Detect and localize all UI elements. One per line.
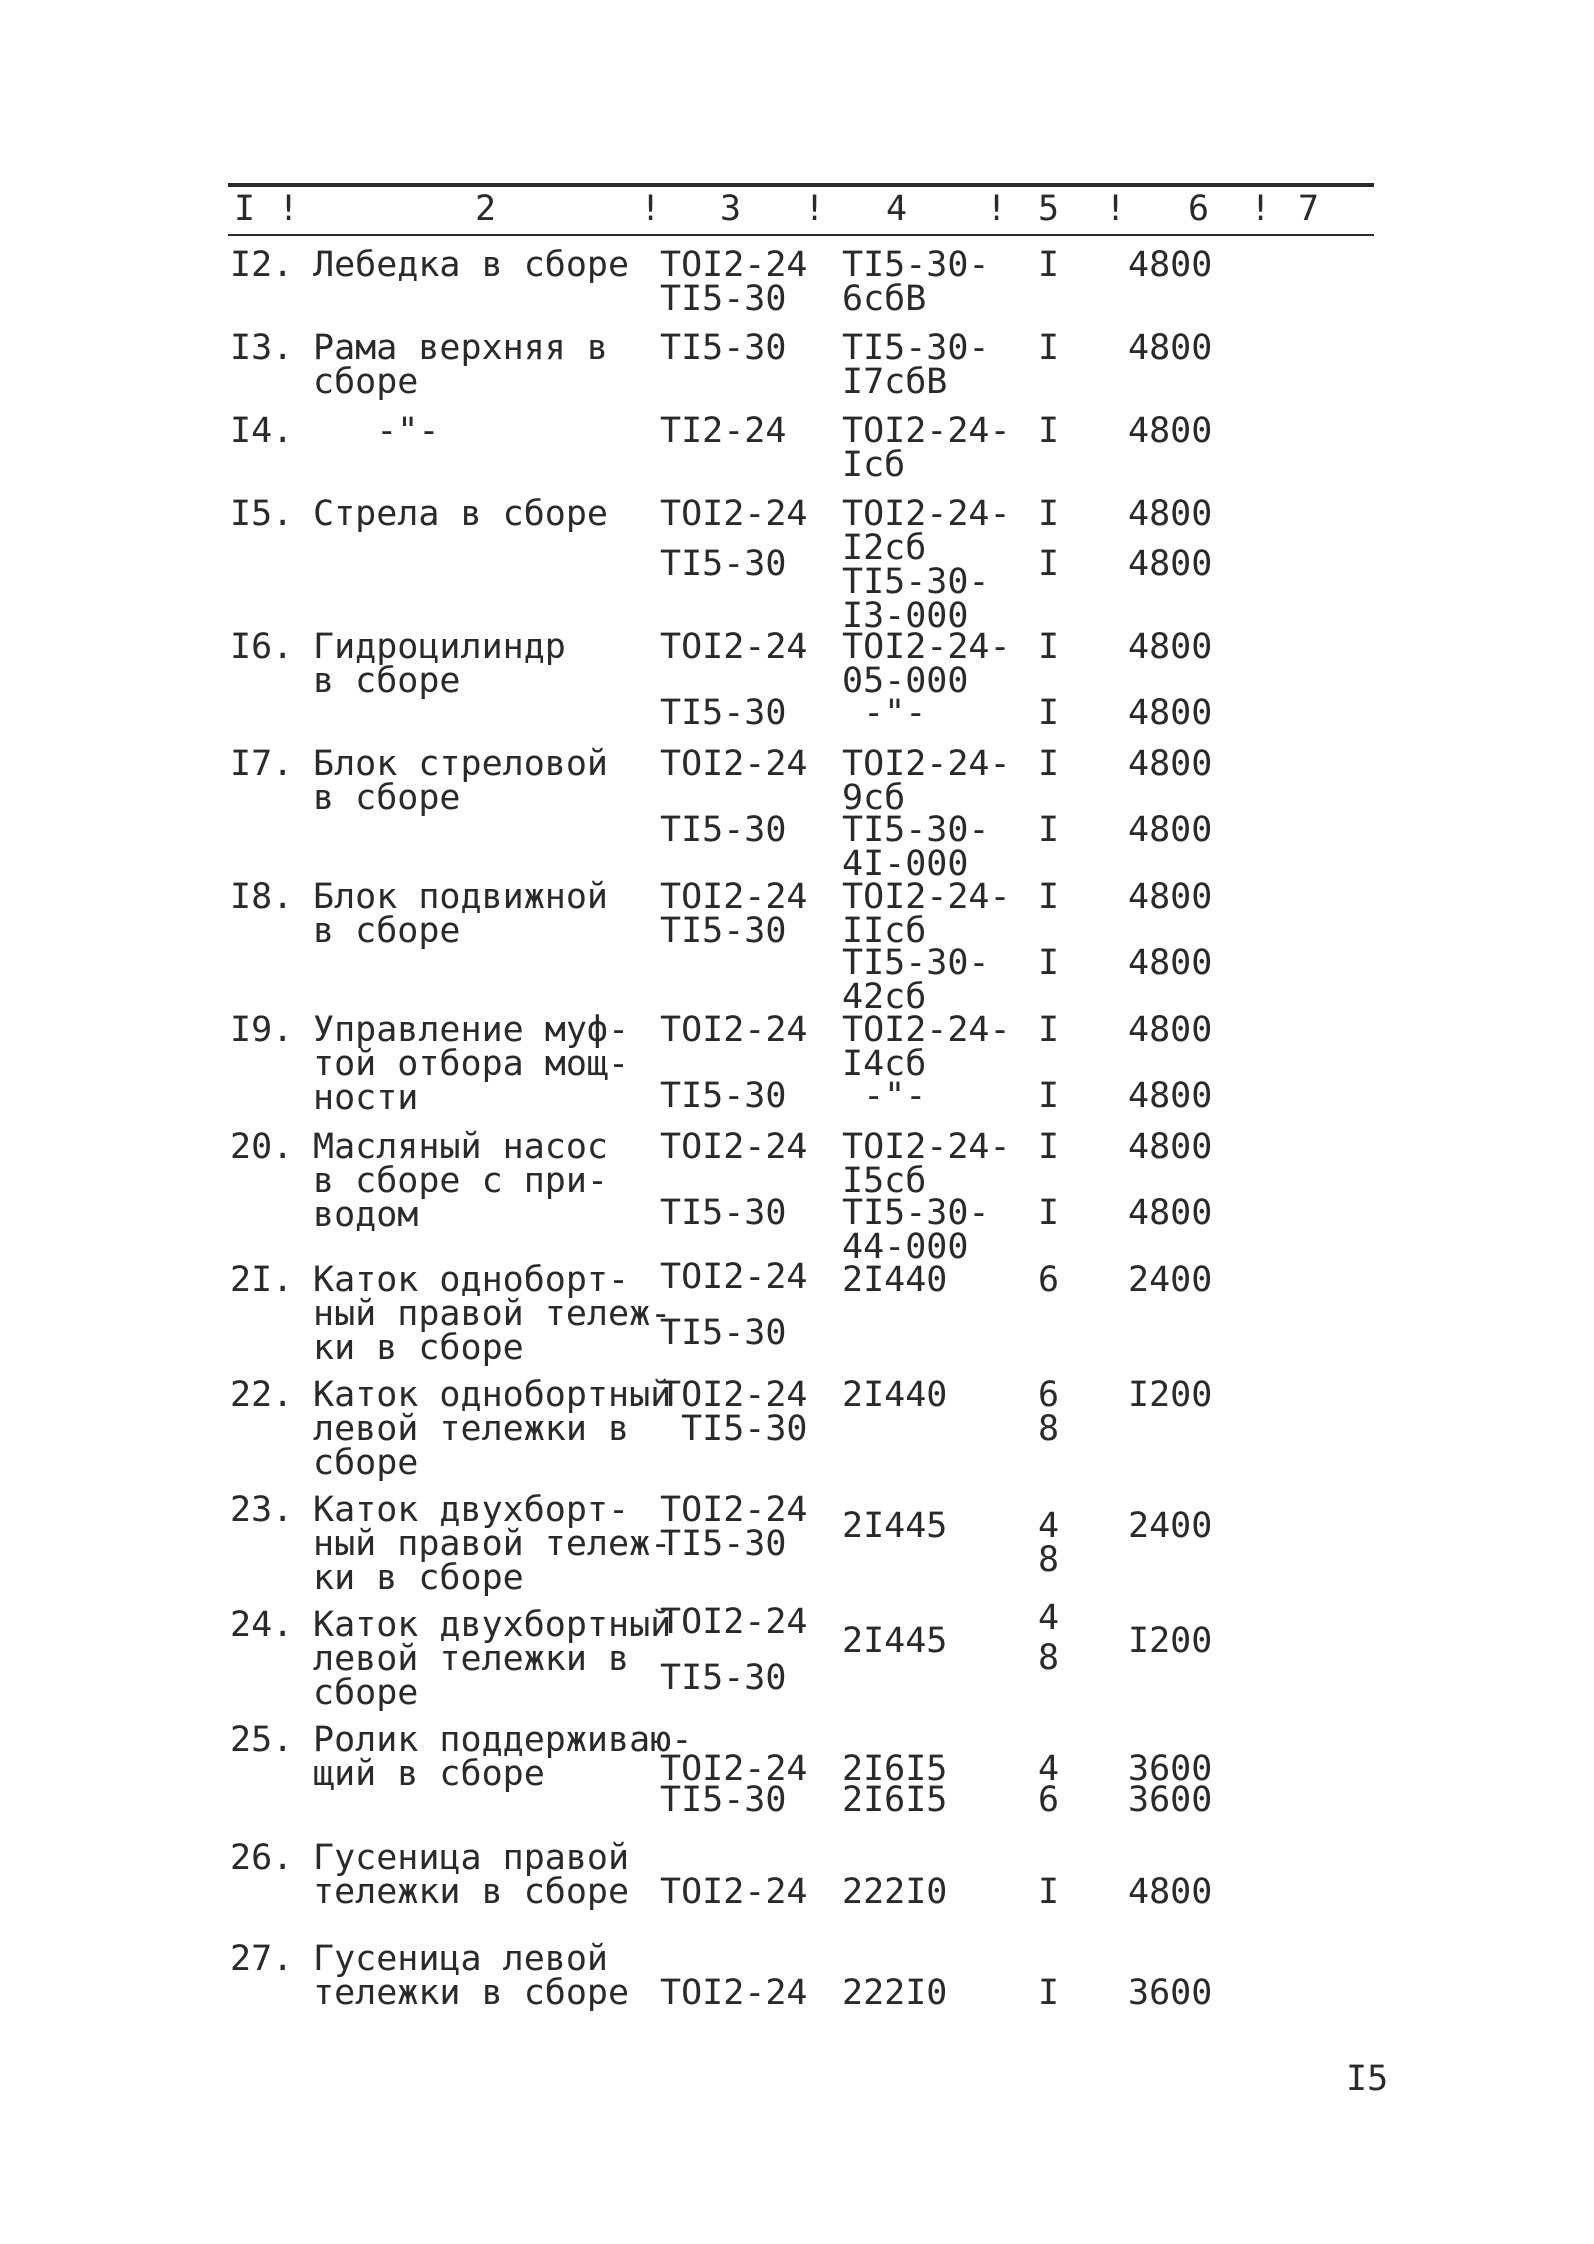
- row-number: 2I.: [230, 1260, 294, 1300]
- hours-value-alt: 4800: [1128, 544, 1213, 584]
- header-separator: !: [1250, 189, 1272, 229]
- model: ТОI2-24: [660, 1010, 808, 1050]
- table-top-rule: [228, 183, 1374, 187]
- hours-value: 4800: [1128, 627, 1213, 667]
- quantity-alt: I: [1038, 1076, 1060, 1116]
- model: ТОI2-24: [660, 1973, 808, 2013]
- model: ТОI2-24 TI5-30: [660, 1749, 808, 1820]
- header-col-6: 6: [1188, 189, 1210, 229]
- header-col-4: 4: [886, 189, 908, 229]
- hours-value: I200: [1128, 1621, 1213, 1661]
- model: ТОI2-24: [660, 744, 808, 784]
- row-number: I9.: [230, 1010, 294, 1050]
- header-col-1: I: [234, 189, 256, 229]
- drawing-number: TI5-30- I7сбВ: [842, 328, 990, 402]
- quantity: I: [1038, 1010, 1060, 1050]
- item-name: -"-: [313, 411, 440, 451]
- drawing-number: 222I0: [842, 1973, 948, 2013]
- model: ТОI2-24: [660, 1127, 808, 1167]
- row-number: 20.: [230, 1127, 294, 1167]
- drawing-number: 222I0: [842, 1872, 948, 1912]
- quantity-alt: I: [1038, 693, 1060, 733]
- quantity: I: [1038, 627, 1060, 667]
- drawing-number: ТОI2-24- I2сб: [842, 494, 1011, 568]
- row-number: 27.: [230, 1939, 294, 1979]
- model: ТОI2-24: [660, 627, 808, 667]
- hours-value-alt: 4800: [1128, 693, 1213, 733]
- model-alt: TI5-30: [660, 544, 787, 584]
- quantity: 4 8: [1038, 1506, 1060, 1580]
- item-name: Блок подвижной в сборе: [313, 877, 609, 951]
- quantity-alt: I: [1038, 544, 1060, 584]
- hours-value: 4800: [1128, 411, 1213, 451]
- hours-value: 2400: [1128, 1260, 1213, 1300]
- model: TI5-30: [660, 328, 787, 368]
- item-name: Лебедка в сборе: [313, 245, 630, 285]
- quantity-alt: I: [1038, 943, 1060, 983]
- hours-value: 4800: [1128, 1010, 1213, 1050]
- model: ТОI2-24 TI5-30: [660, 1257, 808, 1353]
- header-separator: !: [986, 189, 1008, 229]
- model: TI2-24: [660, 411, 787, 451]
- drawing-number: 2I440: [842, 1375, 948, 1415]
- item-name: Блок стреловой в сборе: [313, 744, 609, 818]
- drawing-number-alt: TI5-30- 4I-000: [842, 810, 990, 884]
- quantity: I: [1038, 245, 1060, 285]
- header-separator: !: [804, 189, 826, 229]
- quantity: I: [1038, 411, 1060, 451]
- row-number: 23.: [230, 1490, 294, 1530]
- drawing-number-alt: -"-: [842, 1076, 927, 1116]
- model-alt: TI5-30: [660, 1076, 787, 1116]
- hours-value-alt: 4800: [1128, 943, 1213, 983]
- quantity: I: [1038, 1872, 1060, 1912]
- drawing-number: 2I440: [842, 1260, 948, 1300]
- header-col-2: 2: [475, 189, 497, 229]
- hours-value: 4800: [1128, 328, 1213, 368]
- drawing-number: 2I445: [842, 1621, 948, 1661]
- quantity: 6 8: [1038, 1375, 1060, 1449]
- item-name: Масляный насос в сборе с при- водом: [313, 1127, 609, 1235]
- quantity: I: [1038, 1973, 1060, 2013]
- header-separator: !: [278, 189, 300, 229]
- hours-value: 2400: [1128, 1506, 1213, 1546]
- model: ТОI2-24 TI5-30: [660, 245, 808, 319]
- model: ТОI2-24 TI5-30: [660, 877, 808, 951]
- table-header-rule: [228, 234, 1374, 236]
- quantity: 4 6: [1038, 1749, 1060, 1820]
- drawing-number: TI5-30- 6сбВ: [842, 245, 990, 319]
- item-name: Стрела в сборе: [313, 494, 609, 534]
- row-number: I8.: [230, 877, 294, 917]
- row-number: I3.: [230, 328, 294, 368]
- item-name: Каток однoборт- ный правой тележ- ки в сборе: [313, 1260, 672, 1368]
- hours-value: 3600 3600: [1128, 1749, 1213, 1820]
- header-col-7: 7: [1298, 189, 1320, 229]
- model-alt: TI5-30: [660, 810, 787, 850]
- hours-value-alt: 4800: [1128, 1076, 1213, 1116]
- item-name: Гидроцилиндр в сборе: [313, 627, 566, 701]
- row-number: 25.: [230, 1720, 294, 1760]
- row-number: I5.: [230, 494, 294, 534]
- drawing-number: ТОI2-24- I4сб: [842, 1010, 1011, 1084]
- quantity-alt: I: [1038, 810, 1060, 850]
- page-number: I5: [1346, 2059, 1389, 2099]
- drawing-number-alt: TI5-30- I3-000: [842, 562, 990, 636]
- hours-value: 4800: [1128, 877, 1213, 917]
- model: ТОI2-24: [660, 1872, 808, 1912]
- model: ТОI2-24 TI5-30: [660, 1375, 808, 1449]
- drawing-number: 2I445: [842, 1506, 948, 1546]
- quantity: 6: [1038, 1260, 1060, 1300]
- drawing-number: ТОI2-24- Iсб: [842, 411, 1011, 485]
- row-number: 24.: [230, 1605, 294, 1645]
- drawing-number-alt: TI5-30- 42сб: [842, 943, 990, 1017]
- model: ТОI2-24 TI5-30: [660, 1602, 808, 1698]
- hours-value: 4800: [1128, 1872, 1213, 1912]
- drawing-number: 2I6I5 2I6I5: [842, 1749, 948, 1820]
- row-number: I4.: [230, 411, 294, 451]
- item-name: Каток однобортный левой тележки в сборе: [313, 1375, 672, 1483]
- hours-value: 4800: [1128, 744, 1213, 784]
- hours-value: 4800: [1128, 494, 1213, 534]
- hours-value: 4800: [1128, 1127, 1213, 1167]
- quantity: I: [1038, 877, 1060, 917]
- model-alt: TI5-30: [660, 1193, 787, 1233]
- quantity-alt: I: [1038, 1193, 1060, 1233]
- item-name: Гусеница правой тележки в сборе: [313, 1838, 630, 1912]
- drawing-number: ТОI2-24- 05-000: [842, 627, 1011, 701]
- row-number: I6.: [230, 627, 294, 667]
- item-name: Рама верхняя в сборе: [313, 328, 609, 402]
- quantity: I: [1038, 328, 1060, 368]
- quantity: I: [1038, 1127, 1060, 1167]
- header-col-3: 3: [720, 189, 742, 229]
- hours-value: 4800: [1128, 245, 1213, 285]
- row-number: 26.: [230, 1838, 294, 1878]
- hours-value: I200: [1128, 1375, 1213, 1415]
- hours-value: 3600: [1128, 1973, 1213, 2013]
- item-name: Каток двухбортный левой тележки в сборе: [313, 1605, 672, 1713]
- header-separator: !: [640, 189, 662, 229]
- drawing-number: ТОI2-24- 9сб: [842, 744, 1011, 818]
- hours-value-alt: 4800: [1128, 1193, 1213, 1233]
- drawing-number-alt: TI5-30- 44-000: [842, 1193, 990, 1267]
- row-number: 22.: [230, 1375, 294, 1415]
- header-separator: !: [1105, 189, 1127, 229]
- item-name: Каток двухборт- ный правой тележ- ки в сборе: [313, 1490, 672, 1598]
- row-number: I2.: [230, 245, 294, 285]
- item-name: Управление муф- той отбора мощ- ности: [313, 1010, 630, 1118]
- model: ТОI2-24: [660, 494, 808, 534]
- hours-value-alt: 4800: [1128, 810, 1213, 850]
- quantity: 4 8: [1038, 1598, 1060, 1678]
- drawing-number: ТОI2-24- IIсб: [842, 877, 1011, 951]
- row-number: I7.: [230, 744, 294, 784]
- model: ТОI2-24 TI5-30: [660, 1490, 808, 1564]
- drawing-number: ТОI2-24- I5сб: [842, 1127, 1011, 1201]
- drawing-number-alt: -"-: [842, 693, 927, 733]
- model-alt: TI5-30: [660, 693, 787, 733]
- quantity: I: [1038, 494, 1060, 534]
- header-col-5: 5: [1038, 189, 1060, 229]
- item-name: Гусеница левой тележки в сборе: [313, 1939, 630, 2013]
- quantity: I: [1038, 744, 1060, 784]
- item-name: Ролик поддерживаю- щий в сборе: [313, 1720, 693, 1794]
